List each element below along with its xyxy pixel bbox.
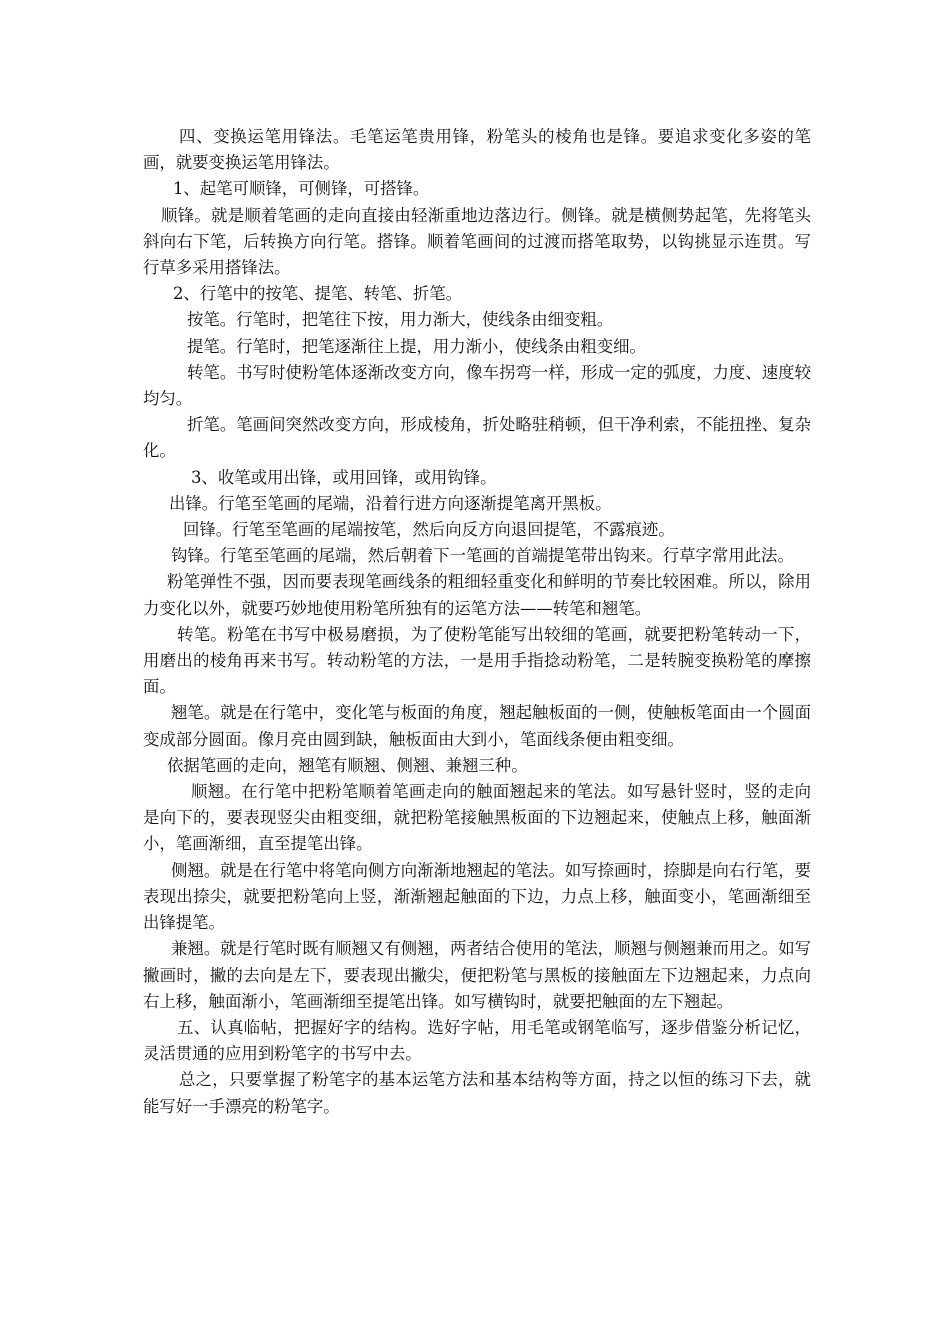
paragraph-zhuanbi: 转笔。书写时使粉笔体逐渐改变方向，像车拐弯一样，形成一定的弧度，力度、速度较均匀。	[143, 362, 811, 409]
document-body	[143, 124, 811, 1120]
paragraph-goufeng: 钩锋。行笔至笔画的尾端，然后朝着下一笔画的首端提笔带出钩来。行草字常用此法。	[171, 546, 794, 566]
paragraph-jianqiao: 兼翘。就是行笔时既有顺翘又有侧翘，两者结合使用的笔法，顺翘与侧翘兼而用之。如写撇画时，撇的去向是左下，要表现出撇尖，便把粉笔与黑板的接触面左下边翘起来，力点向右上移，触面渐小，笔画渐细至提笔出锋。如写横钩时，就要把触面的左下翘起。	[143, 939, 811, 1011]
paragraph-zhebi: 折笔。笔画间突然改变方向，形成棱角，折处略驻稍顿，但干净利索，不能扭挫、复杂化。	[143, 415, 811, 461]
paragraph-conclusion: 总之，只要掌握了粉笔字的基本运笔方法和基本结构等方面，持之以恒的练习下去，就能写好一手漂亮的粉笔字。	[143, 1070, 811, 1116]
paragraph-section-four-heading: 四、变换运笔用锋法。毛笔运笔贵用锋，粉笔头的棱角也是锋。要追求变化多姿的笔画，就要变换运笔用锋法。	[143, 127, 811, 173]
paragraph-item-1: 1、起笔可顺锋，可侧锋，可搭锋。	[173, 179, 430, 199]
paragraph-chufeng: 出锋。行笔至笔画的尾端，沿着行进方向逐渐提笔离开黑板。	[169, 493, 612, 513]
paragraph-item-3: 3、收笔或用出锋，或用回锋，或用钩锋。	[191, 467, 497, 487]
paragraph-tibi: 提笔。行笔时，把笔逐渐往上提，用力渐小，使线条由粗变细。	[187, 336, 646, 356]
paragraph-shunfeng: 顺锋。就是顺着笔画的走向直接由轻渐重地边落边行。侧锋。就是横侧势起笔，先将笔头斜向右下笔，后转换方向行笔。搭锋。顺着笔画间的过渡而搭笔取势，以钩挑显示连贯。写行草多采用搭锋法。	[143, 205, 811, 278]
paragraph-chalk-elasticity: 粉笔弹性不强，因而要表现笔画线条的粗细轻重变化和鲜明的节奏比较困难。所以，除用力变化以外，就要巧妙地使用粉笔所独有的运笔方法——转笔和翘笔。	[143, 572, 811, 618]
paragraph-section-five: 五、认真临帖，把握好字的结构。选好字帖，用毛笔或钢笔临写，逐步借鉴分析记忆，灵活贯通的应用到粉笔字的书写中去。	[143, 1017, 811, 1064]
paragraph-huifeng: 回锋。行笔至笔画的尾端按笔，然后向反方向退回提笔，不露痕迹。	[183, 520, 675, 540]
paragraph-ceqiao: 侧翘。就是在行笔中将笔向侧方向渐渐地翘起的笔法。如写捺画时，捺脚是向右行笔，要表现出捺尖，就要把粉笔向上竖，渐渐翘起触面的下边，力点上移，触面变小，笔画渐细至出锋提笔。	[143, 860, 811, 933]
paragraph-qiaobi-types: 依据笔画的走向，翘笔有顺翘、侧翘、兼翘三种。	[167, 755, 528, 775]
paragraph-qiaobi: 翘笔。就是在行笔中，变化笔与板面的角度，翘起触板面的一侧，使触板笔面由一个圆面变成部分圆面。像月亮由圆到缺，触板面由大到小，笔面线条便由粗变细。	[143, 703, 811, 749]
paragraph-anbi: 按笔。行笔时，把笔往下按，用力渐大，使线条由细变粗。	[187, 310, 614, 330]
paragraph-shunqiao: 顺翘。在行笔中把粉笔顺着笔画走向的触面翘起来的笔法。如写悬针竖时，竖的走向是向下的，要表现竖尖由粗变细，就把粉笔接触黑板面的下边翘起来，使触点上移，触面渐小，笔画渐细，直至提笔出锋。	[143, 782, 811, 854]
paragraph-chalk-zhuanbi: 转笔。粉笔在书写中极易磨损，为了使粉笔能写出较细的笔画，就要把粉笔转动一下，用磨出的棱角再来书写。转动粉笔的方法，一是用手指捻动粉笔，二是转腕变换粉笔的摩擦面。	[143, 624, 811, 697]
paragraph-item-2: 2、行笔中的按笔、提笔、转笔、折笔。	[173, 284, 463, 304]
